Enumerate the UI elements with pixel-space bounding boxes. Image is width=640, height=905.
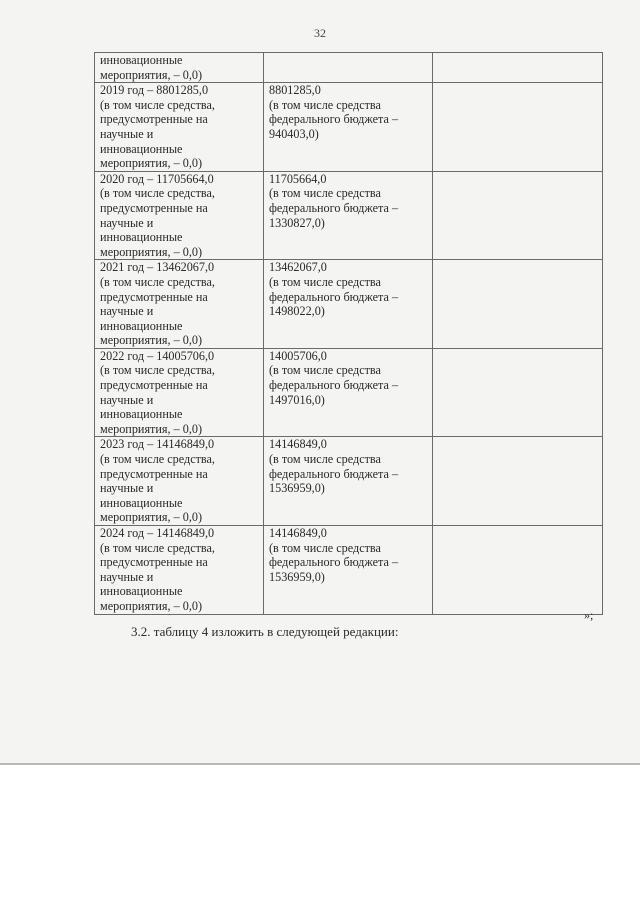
cell-line: федерального бюджета – xyxy=(269,555,399,570)
table-row xyxy=(95,260,603,349)
cell-line: 13462067,0 xyxy=(269,260,327,275)
table-cell-col1 xyxy=(95,53,264,83)
table-cell-col1 xyxy=(95,260,264,349)
cell-line: научные и xyxy=(100,215,154,230)
cell-line: 1497016,0) xyxy=(269,392,325,407)
cell-line: (в том числе средства, xyxy=(100,97,215,112)
cell-line: федерального бюджета – xyxy=(269,289,399,304)
cell-line: мероприятия, – 0,0) xyxy=(100,421,203,436)
cell-line: федерального бюджета – xyxy=(269,200,399,215)
table-cell-col1 xyxy=(95,83,264,172)
table-cell-col2 xyxy=(264,171,433,260)
cell-line: научные и xyxy=(100,304,154,319)
cell-line: федерального бюджета – xyxy=(269,466,399,481)
cell-line: мероприятия, – 0,0) xyxy=(100,156,203,171)
table-cell-col2 xyxy=(264,348,433,437)
budget-table-body xyxy=(95,53,603,615)
cell-line: мероприятия, – 0,0) xyxy=(100,333,203,348)
cell-line: 8801285,0 xyxy=(269,83,321,98)
cell-line: научные и xyxy=(100,481,154,496)
table-cell-col1 xyxy=(95,526,264,615)
cell-line: 1498022,0) xyxy=(269,304,325,319)
cell-line: (в том числе средства xyxy=(269,186,381,201)
table-cell-col2 xyxy=(264,437,433,526)
cell-line: предусмотренные на xyxy=(100,112,208,127)
cell-line: 14146849,0 xyxy=(269,437,327,452)
page-number: 32 xyxy=(314,26,326,40)
cell-line: мероприятия, – 0,0) xyxy=(100,244,203,259)
cell-line: 14146849,0 xyxy=(269,526,327,540)
cell-line: (в том числе средства xyxy=(269,540,381,555)
table-row xyxy=(95,171,603,260)
cell-line: научные и xyxy=(100,392,154,407)
table-cell-col2 xyxy=(264,260,433,349)
cell-line: предусмотренные на xyxy=(100,555,208,570)
table-cell-col3 xyxy=(433,526,603,615)
cell-line: (в том числе средства xyxy=(269,274,381,289)
cell-line: предусмотренные на xyxy=(100,289,208,304)
budget-table xyxy=(94,52,603,615)
instruction-paragraph: 3.2. таблицу 4 изложить в следующей редакции: xyxy=(131,624,399,639)
cell-line: инновационные xyxy=(100,230,183,245)
cell-line: 940403,0) xyxy=(269,126,319,141)
cell-line: предусмотренные на xyxy=(100,466,208,481)
cell-line: 2024 год – 14146849,0 xyxy=(100,526,215,540)
table-cell-col2 xyxy=(264,83,433,172)
cell-line: научные и xyxy=(100,126,154,141)
table-cell-col3 xyxy=(433,260,603,349)
cell-line: 2023 год – 14146849,0 xyxy=(100,437,215,452)
cell-line: мероприятия, – 0,0) xyxy=(100,598,203,613)
table-row xyxy=(95,437,603,526)
cell-line: 1536959,0) xyxy=(269,569,325,584)
cell-line: 2020 год – 11705664,0 xyxy=(100,171,214,186)
cell-line: 2021 год – 13462067,0 xyxy=(100,260,215,275)
cell-line: инновационные xyxy=(100,318,183,333)
cell-line: предусмотренные на xyxy=(100,200,208,215)
table-cell-col3 xyxy=(433,53,603,83)
table-cell-col3 xyxy=(433,437,603,526)
cell-line: (в том числе средства, xyxy=(100,363,215,378)
table-cell-col1 xyxy=(95,171,264,260)
cell-line: предусмотренные на xyxy=(100,378,208,393)
cell-line: федерального бюджета – xyxy=(269,378,399,393)
cell-line: инновационные xyxy=(100,141,183,156)
table-row xyxy=(95,53,603,83)
table-cell-col2 xyxy=(264,526,433,615)
cell-line: 1536959,0) xyxy=(269,481,325,496)
cell-line: 2022 год – 14005706,0 xyxy=(100,348,215,363)
table-cell-col3 xyxy=(433,348,603,437)
cell-line: (в том числе средства, xyxy=(100,274,215,289)
cell-line: (в том числе средства, xyxy=(100,186,215,201)
cell-line: 2019 год – 8801285,0 xyxy=(100,83,209,98)
cell-line: федерального бюджета – xyxy=(269,112,399,127)
cell-line: (в том числе средства xyxy=(269,97,381,112)
cell-line: инновационные xyxy=(100,495,183,510)
cell-line: инновационные xyxy=(100,584,183,599)
cell-line: инновационные xyxy=(100,53,183,67)
table-cell-col1 xyxy=(95,348,264,437)
cell-line: мероприятия, – 0,0) xyxy=(100,510,203,525)
cell-line: 14005706,0 xyxy=(269,348,327,363)
cell-line: (в том числе средства xyxy=(269,363,381,378)
scan-margin xyxy=(0,765,640,905)
table-row xyxy=(95,83,603,172)
cell-line: (в том числе средства xyxy=(269,452,381,467)
table-cell-col1 xyxy=(95,437,264,526)
table-cell-col2 xyxy=(264,53,433,83)
cell-line: 1330827,0) xyxy=(269,215,325,230)
table-row xyxy=(95,526,603,615)
closing-quote: »; xyxy=(584,608,594,622)
cell-line: 11705664,0 xyxy=(269,171,327,186)
cell-line: мероприятия, – 0,0) xyxy=(100,67,203,82)
cell-line: (в том числе средства, xyxy=(100,452,215,467)
cell-line: (в том числе средства, xyxy=(100,540,215,555)
table-cell-col3 xyxy=(433,171,603,260)
cell-line: инновационные xyxy=(100,407,183,422)
table-row xyxy=(95,348,603,437)
table-cell-col3 xyxy=(433,83,603,172)
cell-line: научные и xyxy=(100,569,154,584)
